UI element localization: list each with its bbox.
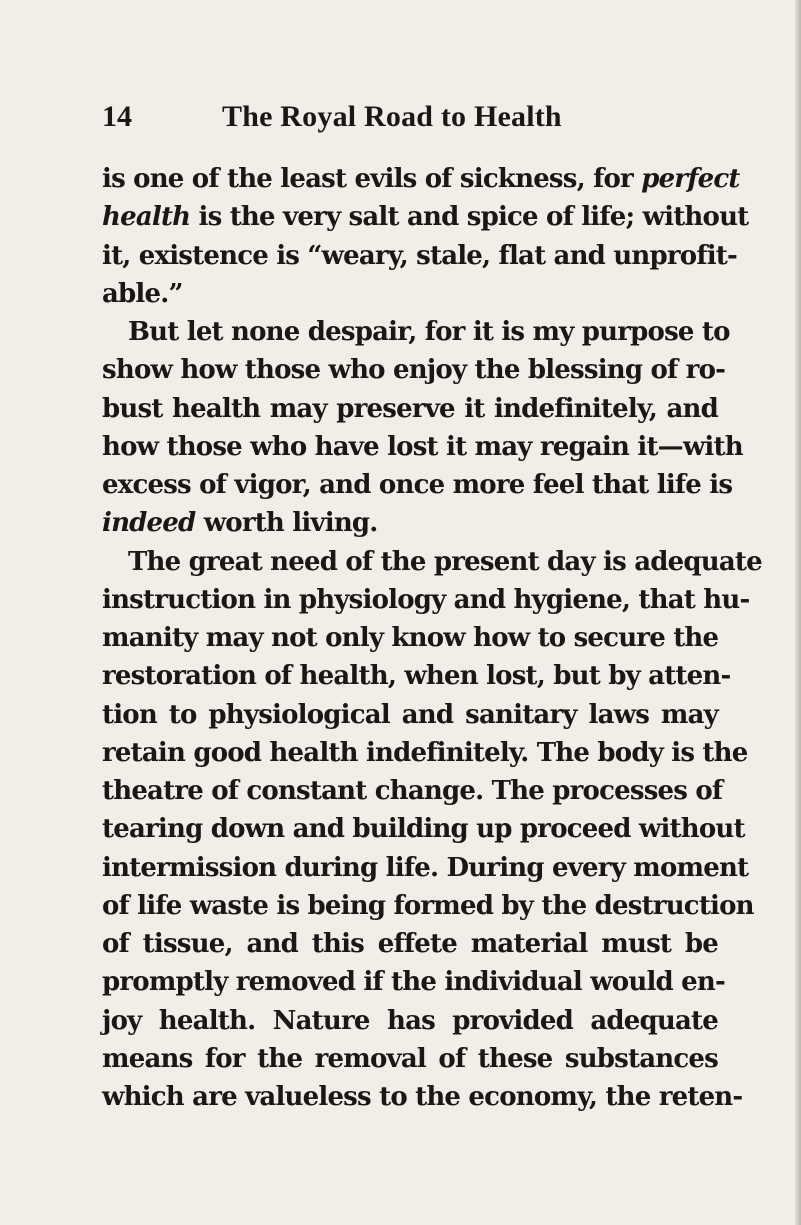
- text-line: of tissue, and this effete material must be: [102, 929, 718, 959]
- text-line: theatre of constant change. The processes of: [102, 776, 723, 806]
- text-line: tearing down and building up proceed without: [102, 814, 745, 845]
- text-line: show how those who enjoy the blessing of ro-: [102, 355, 726, 386]
- text-line: tion to physiological and sanitary laws may: [102, 699, 718, 730]
- text-line: how those who have lost it may regain it—with: [102, 431, 743, 462]
- text-line: instruction in physiology and hygiene, that hu-: [102, 584, 750, 615]
- paragraph-start-line: But let none despair, for it is my purpose to: [128, 317, 730, 347]
- text-line: promptly removed if the individual would en-: [102, 967, 726, 998]
- paragraph-start-line: The great need of the present day is adequate: [128, 546, 762, 577]
- text-line: able.”: [102, 278, 183, 309]
- text-line: manity may not only know how to secure the: [102, 623, 719, 653]
- text-line: which are valueless to the economy, the reten-: [102, 1082, 743, 1112]
- text-line: excess of vigor, and once more feel that life is: [102, 470, 733, 500]
- text-line: health is the very salt and spice of life; without: [102, 202, 749, 233]
- text-line: bust health may preserve it indefinitely, and: [102, 393, 718, 424]
- text-line: joy health. Nature has provided adequate: [102, 1005, 718, 1036]
- text-line: of life waste is being formed by the destruction: [102, 890, 754, 921]
- running-head: [102, 96, 702, 142]
- running-title: The Royal Road to Health: [222, 100, 562, 133]
- text-line: retain good health indefinitely. The body is the: [102, 737, 748, 768]
- text-line: it, existence is “weary, stale, flat and unprofit-: [102, 240, 737, 271]
- page-edge-shadow: [795, 0, 801, 1225]
- text-line: intermission during life. During every moment: [102, 852, 749, 883]
- text-line: is one of the least evils of sickness, for perfect: [102, 164, 740, 194]
- text-line: indeed worth living.: [102, 508, 378, 539]
- text-line: means for the removal of these substances: [102, 1043, 718, 1074]
- text-line: restoration of health, when lost, but by atten-: [102, 661, 731, 692]
- body-text: [102, 160, 762, 1116]
- page-number: 14: [102, 100, 132, 133]
